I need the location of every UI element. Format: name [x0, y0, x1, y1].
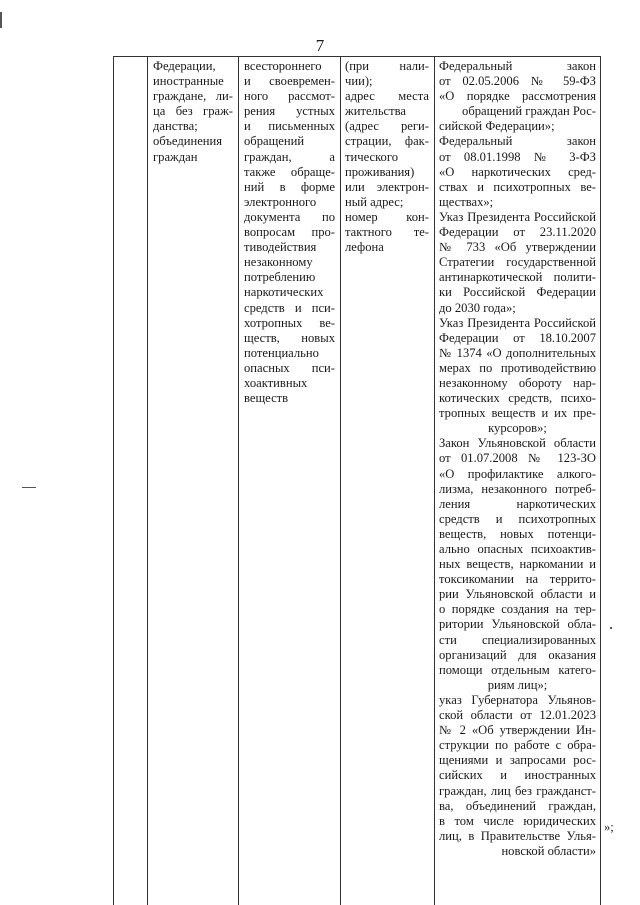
text-line: средств и психотропных: [439, 511, 596, 526]
text-line: потреблению: [244, 270, 316, 285]
column-divider: [238, 57, 239, 905]
text-line: от 01.07.2008 № 123-ЗО: [439, 451, 596, 466]
text-line: в том числе юридических: [439, 813, 596, 828]
text-line: обращений: [244, 134, 305, 149]
scan-artifact: [0, 12, 2, 28]
text-line: ца без граж-: [153, 104, 233, 119]
text-line: опасных пси-: [244, 360, 335, 375]
text-line: лефона: [345, 240, 384, 255]
text-line: потенциально: [244, 345, 319, 360]
text-line: организаций для оказания: [439, 647, 596, 662]
text-line: тактного те-: [345, 225, 429, 240]
text-line: ритории Ульяновской обла-: [439, 617, 596, 632]
text-line: граждан: [153, 149, 198, 164]
text-line: ного рассмот-: [244, 89, 335, 104]
text-line: электронного: [244, 194, 317, 209]
text-line: ва, объединений граждан,: [439, 798, 596, 813]
text-line: ской области от 12.01.2023: [439, 708, 596, 723]
row-end-quote: »;: [604, 820, 614, 834]
text-line: иностранные: [153, 74, 224, 89]
text-line: ний в форме: [244, 179, 335, 194]
legal-basis-table: [113, 56, 601, 905]
text-line: жительства: [345, 104, 407, 119]
text-line: тропных веществ и их пре-: [439, 406, 596, 421]
text-line: незаконному обороту нар-: [439, 375, 596, 390]
text-line: лиц, в Правительстве Улья-: [439, 828, 596, 843]
text-line: помощи отдельным катего-: [439, 662, 596, 677]
legal-basis-cell: [439, 59, 596, 859]
text-line: сти специализированных: [439, 632, 596, 647]
text-line: Указ Президента Российской: [439, 209, 596, 224]
text-line: также обраще-: [244, 164, 335, 179]
text-line: № 1374 «О дополнительных: [439, 345, 596, 360]
text-line: мерах по противодействию: [439, 360, 596, 375]
text-line: ки Российской Федерации: [439, 285, 596, 300]
text-line: Федерации,: [153, 59, 216, 73]
text-line: Закон Ульяновской области: [439, 436, 596, 451]
text-line: новской области»: [501, 843, 596, 858]
text-line: ствах и психотропных ве-: [439, 179, 596, 194]
text-line: «О профилактике алкого-: [439, 466, 596, 481]
text-line: хотропных ве-: [244, 315, 335, 330]
text-line: граждане, ли-: [153, 89, 233, 104]
text-line: тиводействия: [244, 240, 317, 255]
column-divider: [147, 57, 148, 905]
text-line: наркотических: [244, 285, 324, 300]
page-number: 7: [315, 36, 325, 55]
text-line: ных веществ, наркомании и: [439, 557, 596, 572]
text-line: указ Губернатора Ульянов-: [439, 692, 596, 707]
text-line: токсикомании на террито-: [439, 572, 596, 587]
text-line: и своевремен-: [244, 74, 335, 89]
text-line: вопросам про-: [244, 225, 335, 240]
text-line: № 2 «Об утверждении Ин-: [439, 723, 596, 738]
text-line: данства;: [153, 119, 198, 134]
text-line: чии);: [345, 74, 373, 89]
text-line: всестороннего: [244, 59, 322, 73]
subjects-cell: [153, 59, 233, 165]
text-line: обращений граждан Рос-: [462, 104, 596, 119]
text-line: ществ, новых: [244, 330, 335, 345]
text-line: тического: [345, 149, 398, 164]
text-line: лизма, незаконного потреб-: [439, 481, 596, 496]
text-line: граждан, а: [244, 149, 335, 164]
text-line: Указ Президента Российской: [439, 315, 596, 330]
text-line: рения устных: [244, 104, 335, 119]
text-line: № 733 «Об утверждении: [439, 240, 596, 255]
personal-data-cell: [345, 59, 429, 255]
text-line: о порядке создания на тер-: [439, 602, 596, 617]
text-line: незаконному: [244, 255, 313, 270]
text-line: рии Ульяновской области и: [439, 587, 596, 602]
text-line: сийской Федерации»;: [439, 119, 555, 134]
text-line: объединения: [153, 134, 223, 149]
text-line: риям лиц»;: [487, 677, 548, 692]
text-line: (при нали-: [345, 59, 429, 73]
text-line: от 08.01.1998 № 3-ФЗ: [439, 149, 596, 164]
text-line: сийских и иностранных: [439, 768, 596, 783]
text-line: веществ, новых потенци-: [439, 526, 596, 541]
column-divider: [600, 57, 601, 905]
text-line: до 2030 года»;: [439, 300, 516, 315]
text-line: Федеральный закон: [439, 59, 596, 73]
text-line: Федерации от 18.10.2007: [439, 330, 596, 345]
text-line: от 02.05.2006 № 59-ФЗ: [439, 74, 596, 89]
scan-artifact: [22, 487, 36, 488]
text-line: проживания): [345, 164, 415, 179]
text-line: Федерации от 23.11.2020: [439, 225, 596, 240]
text-line: струкции по работе с обра-: [439, 738, 596, 753]
scan-artifact: [610, 627, 612, 629]
text-line: веществ: [244, 391, 289, 406]
text-line: ществах»;: [439, 194, 494, 209]
text-line: «О наркотических сред-: [439, 164, 596, 179]
text-line: антинаркотической полити-: [439, 270, 596, 285]
text-line: щениями и запросами рос-: [439, 753, 596, 768]
text-line: «О порядке рассмотрения: [439, 89, 596, 104]
text-line: или электрон-: [345, 179, 429, 194]
text-line: Федеральный закон: [439, 134, 596, 149]
text-line: ный адрес;: [345, 194, 404, 209]
text-line: адрес места: [345, 89, 429, 104]
text-line: Стратегии государственной: [439, 255, 596, 270]
text-line: ления наркотических: [439, 496, 596, 511]
text-line: (адрес реги-: [345, 119, 429, 134]
text-line: номер кон-: [345, 209, 429, 224]
text-line: ально опасных психоактив-: [439, 542, 596, 556]
text-line: граждан, лиц без гражданст-: [439, 783, 596, 798]
text-line: котических средств, психо-: [439, 391, 596, 406]
text-line: и письменных: [244, 119, 335, 134]
subject-matter-cell: [244, 59, 335, 406]
text-line: курсоров»;: [488, 421, 547, 436]
column-divider: [434, 57, 435, 905]
text-line: хоактивных: [244, 375, 308, 390]
text-line: средств и пси-: [244, 300, 335, 315]
text-line: страции, фак-: [345, 134, 429, 149]
column-divider: [340, 57, 341, 905]
text-line: документа по: [244, 209, 335, 224]
